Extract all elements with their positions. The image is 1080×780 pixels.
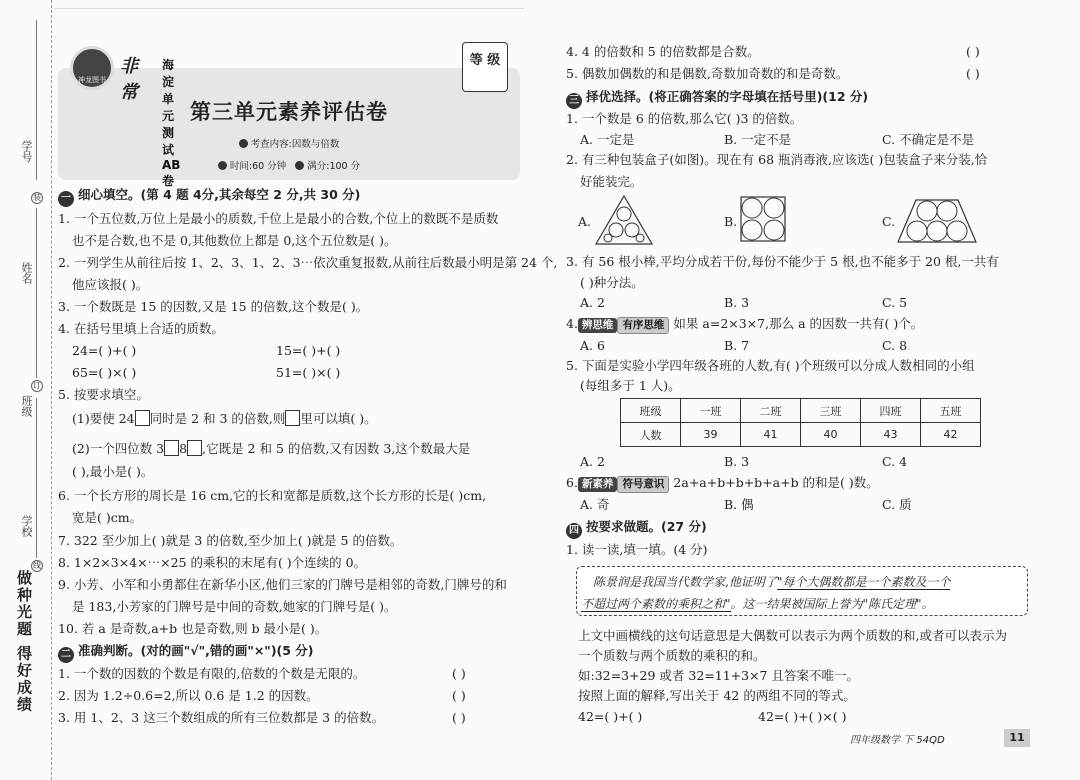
table-row <box>621 423 981 447</box>
table-header: 五班 <box>921 399 981 423</box>
section-number: 四 <box>566 523 582 539</box>
tag-thinking: 辨思维 <box>578 318 618 333</box>
score-text: 满分:100 分 <box>307 161 361 172</box>
choice-2-line1[interactable]: 2. 有三种包装盒子(如图)。现在有 68 瓶消毒液,应该选( )包装盒子来分装,恰 <box>566 152 988 167</box>
choice-3-line1: 3. 有 56 根小棒,平均分成若干份,每份不能少于 5 根,也不能多于 20 根,一共有 <box>566 254 999 269</box>
q5-part1 <box>72 410 377 427</box>
explain-line1: 上文中画横线的这句话意思是大偶数可以表示为两个质数的和,或者可以表示为 <box>578 628 1007 643</box>
q5-part1-text-c[interactable]: 里可以填( )。 <box>300 411 377 426</box>
q4-eq4[interactable]: 51=( )×( ) <box>276 365 341 380</box>
table-header: 四班 <box>861 399 921 423</box>
choice-6-number: 6. <box>566 475 578 490</box>
page-number: 11 <box>1004 729 1030 747</box>
time-text: 时间:60 分钟 <box>229 161 287 172</box>
brand-script: 非常 <box>120 56 138 103</box>
choice-2-option-b[interactable]: B. <box>724 214 738 229</box>
tag-new-literacy: 新素养 <box>578 477 618 492</box>
q3[interactable]: 3. 一个数既是 15 的因数,又是 15 的倍数,这个数是( )。 <box>58 299 369 314</box>
judge-3-answer[interactable]: ( ) <box>452 710 466 725</box>
choice-5-option-c[interactable]: C. 4 <box>882 454 908 469</box>
brand-name: 海淀单元测试AB卷 <box>162 58 181 188</box>
table-cell: 42 <box>921 423 981 447</box>
binding-line <box>36 208 37 378</box>
q2-line1: 2. 一列学生从前往后按 1、2、3、1、2、3⋯依次重复报数,从前往后数最小明是第 24 个, <box>58 255 558 270</box>
quote-line2 <box>581 595 934 612</box>
page-title: 第三单元素养评估卷 <box>190 100 388 124</box>
table-cell: 40 <box>801 423 861 447</box>
class-size-table <box>620 398 981 447</box>
digit-box[interactable] <box>285 410 300 426</box>
q4-eq2[interactable]: 15=( )+( ) <box>276 343 341 358</box>
q5-part2-text-a: (2)一个四位数 3 <box>72 441 165 456</box>
publisher-logo <box>70 46 114 90</box>
quote-text: 。这一结果被国际上誉为"陈氏定理"。 <box>730 597 934 611</box>
task-1: 1. 读一读,填一填。(4 分) <box>566 542 708 557</box>
choice-2-option-c[interactable]: C. <box>882 214 896 229</box>
q7[interactable]: 7. 322 至少加上( )就是 3 的倍数,至少加上( )就是 5 的倍数。 <box>58 533 403 548</box>
choice-3-line2[interactable]: ( )种分法。 <box>580 275 644 290</box>
judge-1-answer[interactable]: ( ) <box>452 666 466 681</box>
q4: 4. 在括号里填上合适的质数。 <box>58 321 224 336</box>
q5-part1-text-a: (1)要使 24 <box>72 411 135 426</box>
table-cell: 41 <box>741 423 801 447</box>
bullet-icon <box>239 139 248 148</box>
q5-part1-text-b: 同时是 2 和 3 的倍数,则 <box>149 411 286 426</box>
choice-1-option-b[interactable]: B. 一定不是 <box>724 132 792 147</box>
example-line: 如:32=3+29 或者 32=11+3×7 且答案不唯一。 <box>578 668 859 683</box>
binding-margin <box>0 0 52 780</box>
section-title: 择优选择。(将正确答案的字母填在括号里)(12 分) <box>586 89 869 104</box>
binding-circle: 线 <box>33 561 41 570</box>
choice-1-option-a[interactable]: A. 一定是 <box>580 132 635 147</box>
choice-4-option-b[interactable]: B. 7 <box>724 338 750 353</box>
answer-eq2[interactable]: 42=( )+( )×( ) <box>758 709 847 724</box>
section-3-heading <box>566 89 868 109</box>
section-number: 三 <box>566 93 582 109</box>
choice-2-line2: 好能装完。 <box>580 174 643 189</box>
section-2-heading <box>58 643 314 663</box>
section-title: 按要求做题。(27 分) <box>586 519 707 534</box>
q5-part2-text-b: 8 <box>179 441 188 456</box>
binding-label-class: 班级 <box>20 395 33 417</box>
q5-part2-text-c: ,它既是 2 和 5 的倍数,又有因数 3,这个数最大是 <box>202 441 471 456</box>
section-1-heading <box>58 187 360 207</box>
judge-5-answer[interactable]: ( ) <box>966 66 980 81</box>
box-square-figure <box>740 196 786 242</box>
choice-6-option-b[interactable]: B. 偶 <box>724 497 754 512</box>
choice-5-option-b[interactable]: B. 3 <box>724 454 750 469</box>
q4-eq3[interactable]: 65=( )×( ) <box>72 365 137 380</box>
table-header: 三班 <box>801 399 861 423</box>
q1-line2[interactable]: 也不是合数,也不是 0,其他数位上都是 0,这个五位数是( )。 <box>72 233 397 248</box>
judge-2-answer[interactable]: ( ) <box>452 688 466 703</box>
table-cell: 43 <box>861 423 921 447</box>
quote-line1 <box>593 573 950 590</box>
choice-4-text[interactable]: 如果 a=2×3×7,那么 a 的因数一共有( )个。 <box>673 316 924 331</box>
q5-part2 <box>72 440 470 457</box>
section-title: 准确判断。(对的画"√",错的画"×")(5 分) <box>78 643 314 658</box>
quote-underlined: 不超过两个素数的乘积之和" <box>581 597 731 611</box>
q6-line2[interactable]: 宽是( )cm。 <box>72 510 143 525</box>
box-trapezoid-figure <box>896 198 978 244</box>
digit-box[interactable] <box>164 440 179 456</box>
digit-box[interactable] <box>135 410 150 426</box>
q1-line1: 1. 一个五位数,万位上是最小的质数,千位上是最小的合数,个位上的数既不是质数 <box>58 211 499 226</box>
choice-6-option-a[interactable]: A. 奇 <box>580 497 610 512</box>
binding-line <box>36 398 37 558</box>
choice-5-line1[interactable]: 5. 下面是实验小学四年级各班的人数,有( )个班级可以分成人数相同的小组 <box>566 358 975 373</box>
quote-underlined: "每个大偶数都是一个素数及一个 <box>776 575 951 589</box>
section-title: 细心填空。(第 4 题 4分,其余每空 2 分,共 30 分) <box>78 187 361 202</box>
scope-line <box>58 136 520 150</box>
box-triangle-figure <box>594 194 654 246</box>
instruction-line: 按照上面的解释,写出关于 42 的两组不同的等式。 <box>578 688 856 703</box>
choice-2-option-a[interactable]: A. <box>578 214 592 229</box>
table-header: 班级 <box>621 399 681 423</box>
table-header: 一班 <box>681 399 741 423</box>
choice-5-line2: (每组多于 1 人)。 <box>580 378 681 393</box>
choice-3-option-a[interactable]: A. 2 <box>580 295 605 310</box>
binding-label-name: 姓名 <box>20 262 33 284</box>
choice-6-option-c[interactable]: C. 质 <box>882 497 912 512</box>
q5-part2-line2[interactable]: ( ),最小是( )。 <box>72 464 154 479</box>
choice-5-option-a[interactable]: A. 2 <box>580 454 605 469</box>
explain-line2: 一个质数与两个质数的乘积的和。 <box>578 648 766 663</box>
footer-text: 四年级数学 下 54QD <box>850 735 945 746</box>
choice-1[interactable]: 1. 一个数是 6 的倍数,那么它( )3 的倍数。 <box>566 111 803 126</box>
scope-text: 考查内容:因数与倍数 <box>250 139 340 150</box>
table-header: 二班 <box>741 399 801 423</box>
q2-line2[interactable]: 他应该报( )。 <box>72 277 149 292</box>
choice-4-option-c[interactable]: C. 8 <box>882 338 908 353</box>
tag-symbol-sense: 符号意识 <box>617 476 669 493</box>
binding-circle: 装 <box>33 193 41 202</box>
score-icon <box>295 161 304 170</box>
choice-6-text[interactable]: 2a+a+b+b+b+a+b 的和是( )数。 <box>673 475 879 490</box>
clock-icon <box>218 161 227 170</box>
grade-label: 等 级 <box>469 53 501 68</box>
section-4-heading <box>566 519 707 539</box>
tag-ordered-thinking: 有序思维 <box>617 317 669 334</box>
choice-4 <box>566 316 923 334</box>
judge-3: 3. 用 1、2、3 这三个数组成的所有三位数都是 3 的倍数。 <box>58 710 385 725</box>
judge-1: 1. 一个数的因数的个数是有限的,倍数的个数是无限的。 <box>58 666 366 681</box>
top-rule <box>54 8 524 9</box>
digit-box[interactable] <box>187 440 202 456</box>
choice-3-option-b[interactable]: B. 3 <box>724 295 750 310</box>
q9-line1: 9. 小芳、小军和小勇都住在新华小区,他们三家的门牌号是相邻的奇数,门牌号的和 <box>58 577 507 592</box>
quote-text: 陈景润是我国当代数学家,他证明了 <box>593 575 777 589</box>
judge-2: 2. 因为 1.2÷0.6=2,所以 0.6 是 1.2 的因数。 <box>58 688 319 703</box>
q9-line2[interactable]: 是 183,小芳家的门牌号是中间的奇数,她家的门牌号是( )。 <box>72 599 397 614</box>
choice-4-number: 4. <box>566 316 578 331</box>
q8[interactable]: 8. 1×2×3×4×⋯×25 的乘积的末尾有( )个连续的 0。 <box>58 555 367 570</box>
choice-1-option-c[interactable]: C. 不确定是不是 <box>882 132 975 147</box>
section-number: 二 <box>58 647 74 663</box>
quote-box <box>576 566 1028 616</box>
binding-circle: 订 <box>33 381 41 390</box>
q4-eq1[interactable]: 24=( )+( ) <box>72 343 137 358</box>
table-cell: 人数 <box>621 423 681 447</box>
q10[interactable]: 10. 若 a 是奇数,a+b 也是奇数,则 b 最小是( )。 <box>58 621 328 636</box>
table-cell: 39 <box>681 423 741 447</box>
section-number: 一 <box>58 191 74 207</box>
binding-label-school: 学校 <box>20 515 33 537</box>
judge-4-answer[interactable]: ( ) <box>966 44 980 59</box>
binding-motto: 做种光题 得好成绩 <box>15 570 33 714</box>
answer-eq1[interactable]: 42=( )+( ) <box>578 709 643 724</box>
judge-5: 5. 偶数加偶数的和是偶数,奇数加奇数的和是奇数。 <box>566 66 849 81</box>
logo-text: 神龙图书 <box>78 76 106 84</box>
grade-box[interactable] <box>462 42 508 92</box>
binding-label-student-number: 学号 <box>20 140 33 162</box>
q5: 5. 按要求填空。 <box>58 387 149 402</box>
choice-6 <box>566 475 879 493</box>
binding-line <box>36 20 37 180</box>
choice-4-option-a[interactable]: A. 6 <box>580 338 605 353</box>
judge-4: 4. 4 的倍数和 5 的倍数都是合数。 <box>566 44 760 59</box>
table-row <box>621 399 981 423</box>
q6-line1[interactable]: 6. 一个长方形的周长是 16 cm,它的长和宽都是质数,这个长方形的长是( )cm, <box>58 488 487 503</box>
time-score-line <box>58 158 520 172</box>
choice-3-option-c[interactable]: C. 5 <box>882 295 908 310</box>
